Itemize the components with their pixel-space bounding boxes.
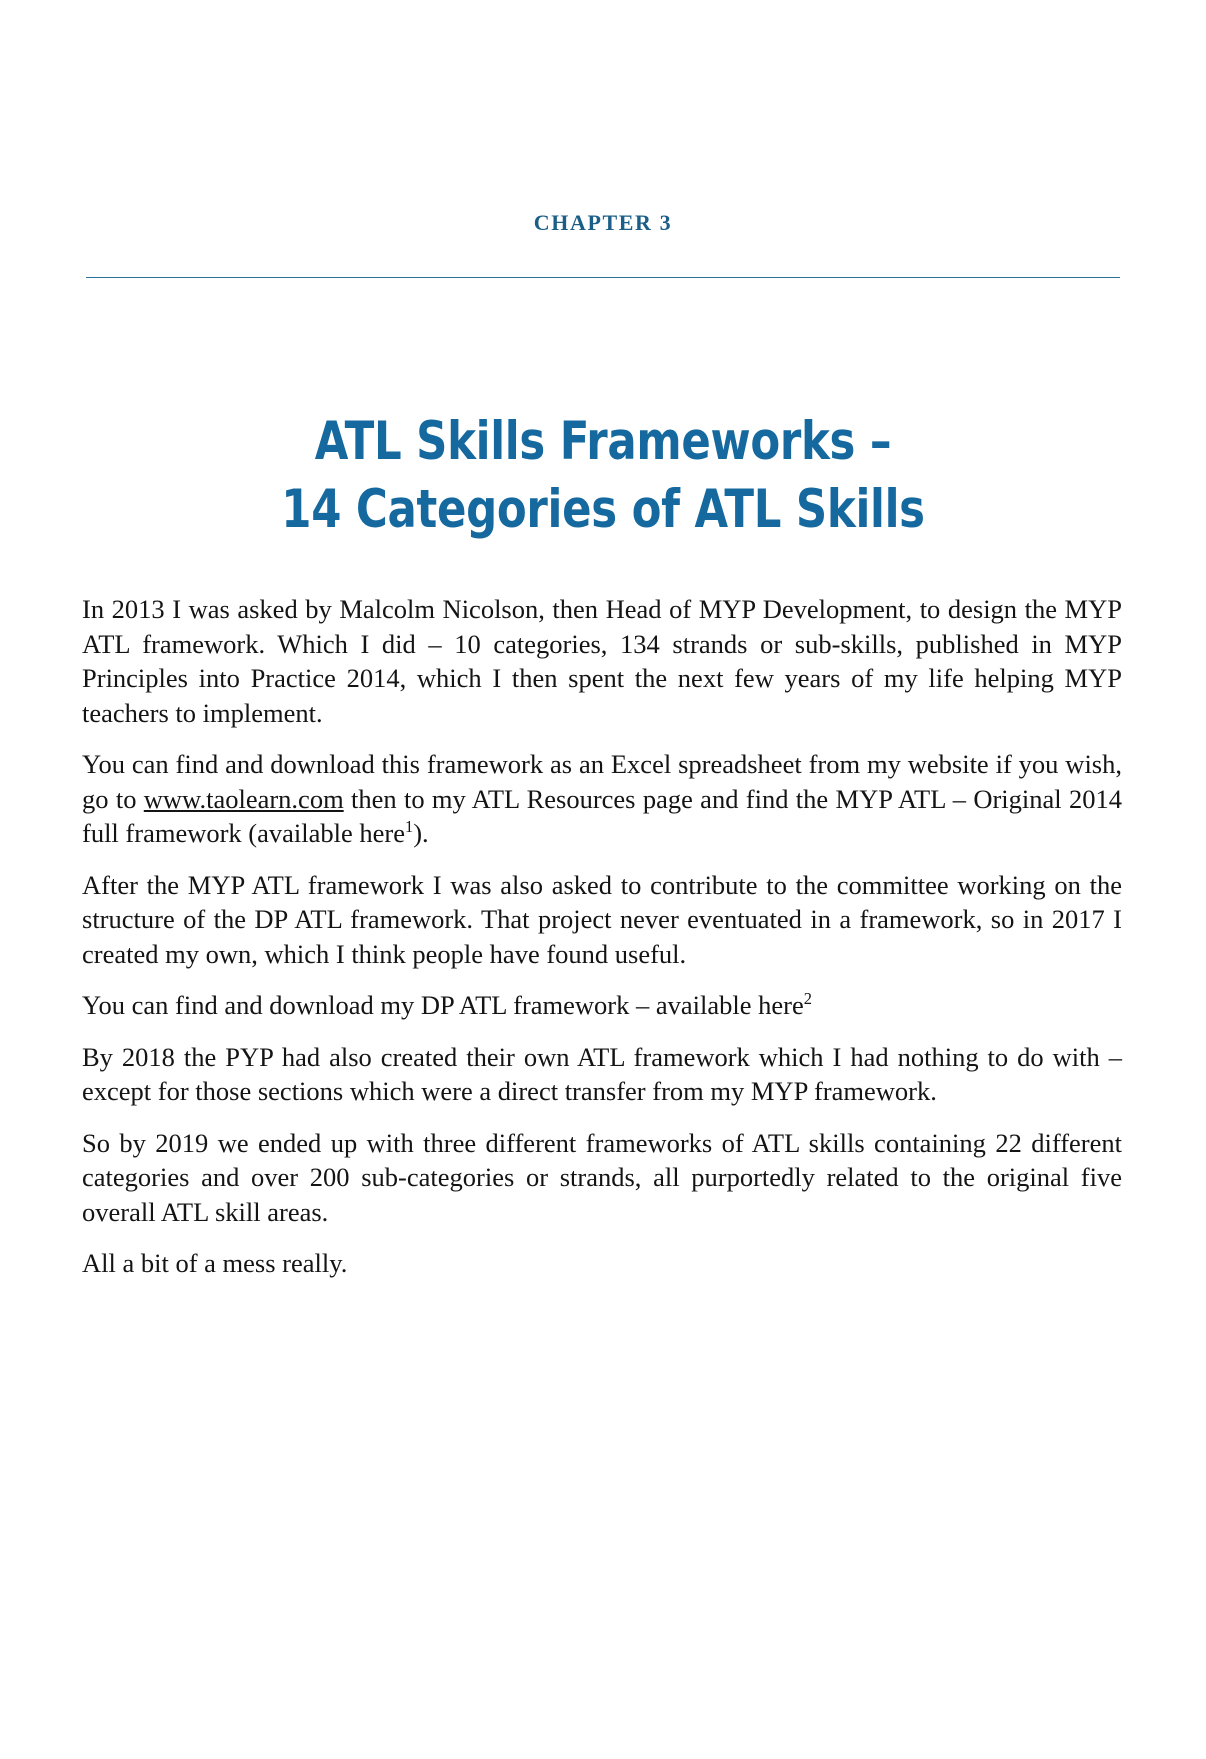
paragraph-2-end: ). [413, 818, 429, 848]
paragraph-2-tail: then to my ATL Resources page and find the MYP ATL – Original 2014 full framework (available here [82, 783, 1122, 848]
page-title-line-2: 14 Categories of ATL Skills [281, 478, 925, 540]
page-title [109, 408, 1098, 544]
horizontal-rule [86, 277, 1120, 278]
paragraph-7: All a bit of a mess really. [82, 1248, 348, 1278]
paragraph-2 [82, 747, 1122, 851]
paragraph-4-lead: You can find and download my DP ATL framework – available here [82, 990, 804, 1020]
paragraph-4 [82, 988, 1122, 1023]
paragraph-2-lead: You can find and download this framework as an Excel spreadsheet from my website if you wish, go to [82, 749, 1122, 814]
footnote-marker-1[interactable]: 1 [404, 817, 414, 837]
paragraph-6: So by 2019 we ended up with three different frameworks of ATL skills containing 22 different categories and over 200 sub-categories or strands, all purportedly related to the original five overall ATL skill areas. [82, 1127, 1122, 1227]
paragraph-1: In 2013 I was asked by Malcolm Nicolson, then Head of MYP Development, to design the MYP ATL framework. Which I did – 10 categories, 134 strands or sub-skills, published in MYP Principles into Practice 2014, which I then spent the next few years of my life helping MYP teachers to implement. [82, 594, 1122, 728]
body-text [82, 592, 1122, 1281]
paragraph-3: After the MYP ATL framework I was also asked to contribute to the committee working on the structure of the DP ATL framework. That project never eventuated in a framework, so in 2017 I created my own, which I think people have found useful. [82, 869, 1122, 969]
chapter-label: CHAPTER 3 [533, 210, 673, 235]
footnote-marker-2[interactable]: 2 [803, 989, 812, 1009]
page-title-line-1: ATL Skills Frameworks – [314, 410, 892, 472]
paragraph-5: By 2018 the PYP had also created their own ATL framework which I had nothing to do with – except for those sections which were a direct transfer from my MYP framework. [82, 1041, 1122, 1106]
taolearn-link[interactable]: www.taolearn.com [143, 783, 344, 814]
